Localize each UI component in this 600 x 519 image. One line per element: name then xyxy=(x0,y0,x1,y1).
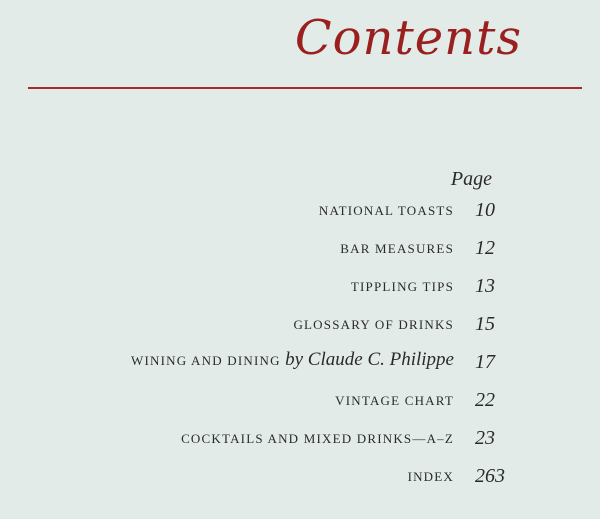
toc-entry-label: GLOSSARY OF DRINKS xyxy=(293,317,454,332)
toc-entry-vintage-chart[interactable] xyxy=(0,385,600,415)
toc-entry-label: WINING AND DINING xyxy=(131,353,281,368)
toc-entry-bar-measures[interactable] xyxy=(0,233,600,263)
toc-entry-author: by Claude C. Philippe xyxy=(285,349,454,370)
toc-entry-page-number: 23 xyxy=(475,427,495,449)
toc-entry-page-number: 17 xyxy=(475,351,495,373)
toc-entry-page-number: 22 xyxy=(475,389,495,411)
page-column-heading: Page xyxy=(450,168,492,190)
toc-entry-label: BAR MEASURES xyxy=(340,241,454,256)
toc-entry-label: VINTAGE CHART xyxy=(335,393,454,408)
toc-entry-national-toasts[interactable] xyxy=(0,195,600,225)
toc-entry-page-number: 10 xyxy=(475,199,495,221)
toc-entry-page-number: 12 xyxy=(475,237,495,259)
toc-entry-tippling-tips[interactable] xyxy=(0,271,600,301)
toc-entry-label: COCKTAILS AND MIXED DRINKS—A–Z xyxy=(181,431,454,446)
toc-entry-cocktails-and-mixed-drinks[interactable] xyxy=(0,423,600,453)
toc-entry-index[interactable] xyxy=(0,461,600,491)
toc-entry-label-with-author xyxy=(131,349,454,371)
toc-entry-label: INDEX xyxy=(407,469,454,484)
toc-entry-page-number: 263 xyxy=(475,465,505,487)
toc-entry-page-number: 13 xyxy=(475,275,495,297)
page-title: Contents xyxy=(294,10,522,66)
title-divider-rule xyxy=(28,87,582,89)
toc-entry-wining-and-dining[interactable] xyxy=(0,347,600,377)
toc-entry-label: TIPPLING TIPS xyxy=(350,279,454,294)
toc-entry-glossary-of-drinks[interactable] xyxy=(0,309,600,339)
toc-entry-page-number: 15 xyxy=(475,313,495,335)
toc-entry-label: NATIONAL TOASTS xyxy=(318,203,454,218)
